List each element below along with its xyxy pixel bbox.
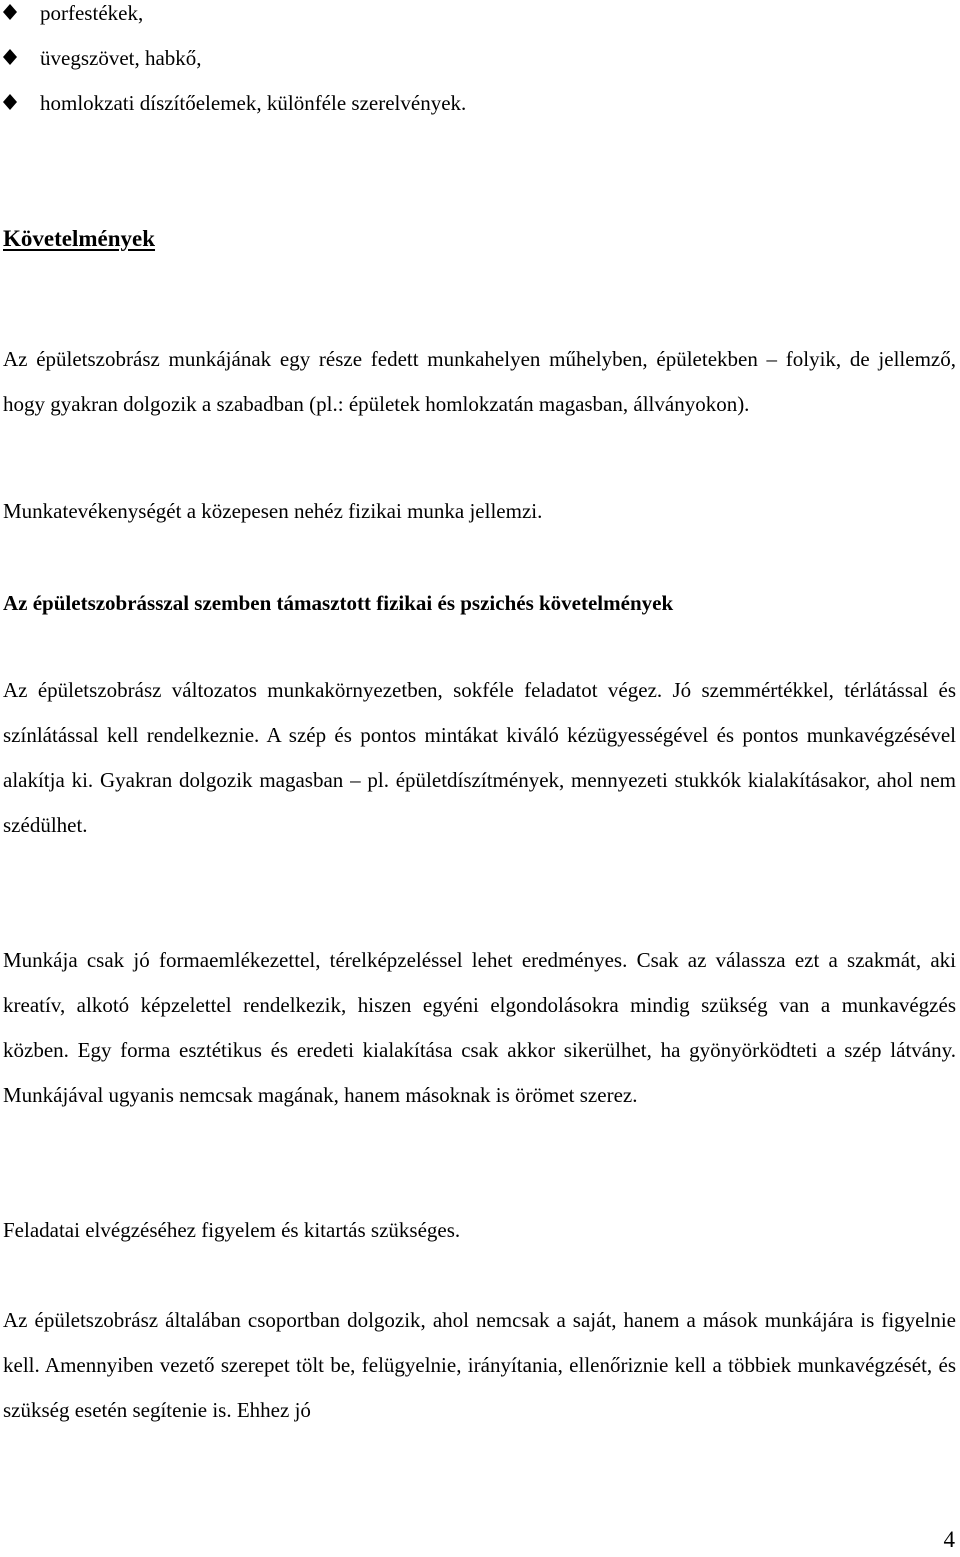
subheading-requirements: Az épületszobrásszal szemben támasztott fizikai és pszichés követelmények: [3, 591, 674, 615]
bullet-text: porfestékek,: [40, 1, 144, 25]
bullet-item: [0, 0, 960, 41]
paragraph-workplace: Az épületszobrász munkájának egy része fedett munkahelyen műhelyben, épületekben – folyik, de jellemző, hogy gyakran dolgozik a szabadban (pl.: épületek homlokzatán magasban, állványokon).: [3, 347, 956, 416]
bullet-text: üvegszövet, habkő,: [40, 46, 202, 70]
diamond-bullet-icon: [2, 94, 18, 110]
paragraph-teamwork: Az épületszobrász általában csoportban dolgozik, ahol nemcsak a saját, hanem a mások munkájára is figyelnie kell. Amennyiben vezető szerepet tölt be, felügyelnie, irányítania, ellenőriznie kell a többiek munkavégzését, és szükség esetén segítenie is. Ehhez jó: [3, 1308, 956, 1422]
page-number: 4: [943, 1527, 955, 1552]
section-heading: Követelmények: [3, 226, 156, 251]
bullet-item: [0, 41, 960, 86]
diamond-bullet-icon: [2, 4, 18, 20]
diamond-bullet-icon: [2, 49, 18, 65]
paragraph-creativity: Munkája csak jó formaemlékezettel, térelképzeléssel lehet eredményes. Csak az válassza ezt a szakmát, aki kreatív, alkotó képzelettel rendelkezik, hiszen egyéni elgondolásokra mindig szükség van a munkavégzés közben. Egy forma esztétikus és eredeti kialakítása csak akkor sikerülhet, ha gyönyörködteti a szép látvány. Munkájával ugyanis nemcsak magának, hanem másoknak is örömet szerez.: [3, 948, 956, 1107]
paragraph-attention: Feladatai elvégzéséhez figyelem és kitartás szükséges.: [3, 1218, 461, 1242]
bullet-item: [0, 86, 960, 131]
paragraph-physical-work: Munkatevékenységét a közepesen nehéz fizikai munka jellemzi.: [3, 499, 543, 523]
bullet-text: homlokzati díszítőelemek, különféle szerelvények.: [40, 91, 467, 115]
material-bullet-list: [0, 0, 960, 131]
paragraph-skills: Az épületszobrász változatos munkakörnyezetben, sokféle feladatot végez. Jó szemmértékkel, térlátással és színlátással kell rendelkeznie. A szép és pontos mintákat kiváló kézügyességével és pontos munkavégzésével alakítja ki. Gyakran dolgozik magasban – pl. épületdíszítmények, mennyezeti stukkók kialakításakor, ahol nem szédülhet.: [3, 678, 956, 837]
